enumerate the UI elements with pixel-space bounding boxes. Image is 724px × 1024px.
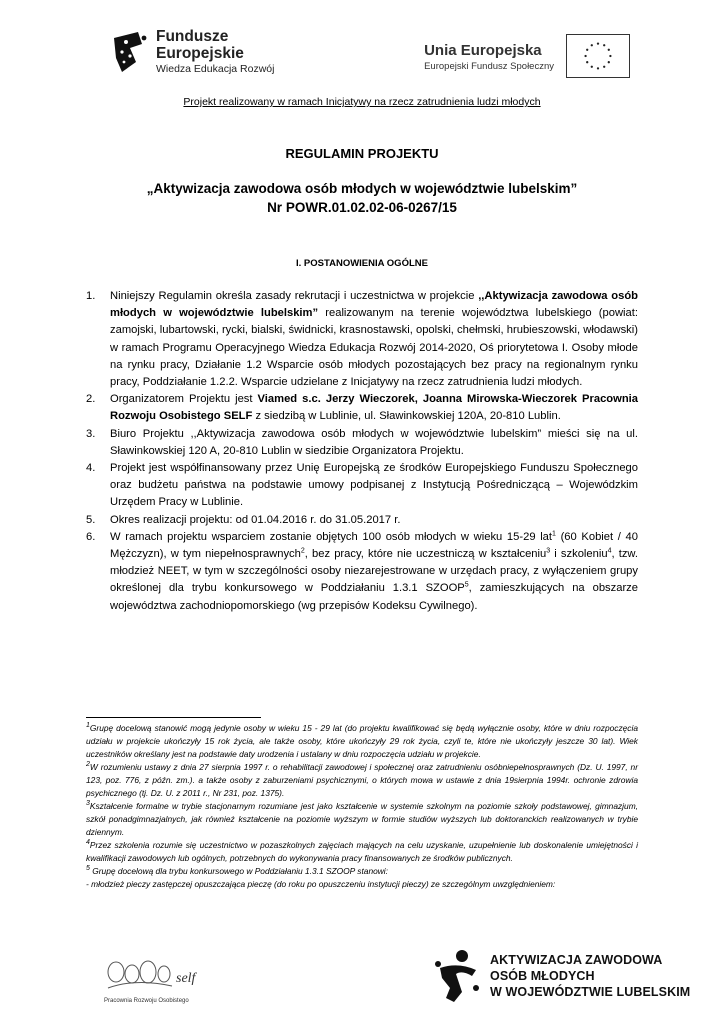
fe-line2: Europejskie	[156, 45, 244, 62]
item-text: i szkoleniu	[550, 548, 608, 561]
page-footer	[0, 946, 724, 1016]
fundusze-europejskie-logo-icon	[108, 28, 152, 78]
item-text: Okres realizacji projektu: od 01.04.2016 r. do 31.05.2017 r.	[110, 513, 401, 526]
list-item	[86, 426, 638, 460]
list-item	[86, 529, 638, 615]
item-text: W ramach projektu wsparciem zostanie objętych 100 osób młodych w wieku 15-29 lat	[110, 530, 553, 543]
azm-line2: OSÓB MŁODYCH	[490, 969, 595, 983]
footnote-ref[interactable]: 4	[607, 547, 612, 555]
item-text: Projekt jest współfinansowany przez Unię Europejską ze środków Europejskiego Funduszu Społecznego oraz budżetu państwa na podstawie umowy podpisanej z Instytucją Pośredniczącą – Wojewódzkim Urzędem Pracy w Lublinie.	[110, 462, 638, 509]
fundusze-europejskie-text	[156, 28, 274, 76]
azm-project-logo-text	[490, 952, 690, 1000]
azm-line1: AKTYWIZACJA ZAWODOWA	[490, 953, 663, 967]
footnote-text: Kształcenie formalne w trybie stacjonarnym rozumiane jest jako kształcenie w systemie szkolnym na poziomie szkoły podstawowej, gimnazjum, szkół ponadgimnazjalnych, jak również kształcenie na poziomie wyższym w formie studiów wyższych lub doktoranckich realizowanych w trybie dziennym.	[86, 801, 638, 837]
item-bold-text: ,,Aktywizacja zawodowa osób młodych w województwie lubelskim”	[110, 290, 638, 320]
item-text: z siedzibą w Lublinie, ul. Sławinkowskiej 120A, 20-810 Lublin.	[252, 410, 561, 423]
unia-europejska-text	[424, 42, 554, 74]
item-text: Biuro Projektu ,,Aktywizacja zawodowa osób młodych w województwie lubelskim” mieści się na ul. Sławinkowskiej 120 A, 20-810 Lublin w siedzibie Organizatora Projektu.	[110, 427, 638, 457]
svg-text:self: self	[176, 971, 196, 986]
fe-line3: Wiedza Edukacja Rozwój	[156, 63, 275, 75]
azm-line3: W WOJEWÓDZTWIE LUBELSKIM	[490, 985, 691, 999]
footnotes	[86, 722, 638, 891]
list-item	[86, 460, 638, 512]
footnote	[86, 722, 638, 761]
footnote	[86, 761, 638, 800]
item-number: 2.	[86, 393, 96, 406]
footnote-mark: 5	[86, 865, 90, 873]
footnote-text: Grupę docelową stanowić mogą jedynie osoby w wieku 15 - 29 lat (do projektu kwalifikować się będą wyłącznie osoby, które w dniu rozpoczęcia udziału w projekcie ukończyły 15 rok życia, ale także osoby, które ukończyły 29 rok życia, czyli te, które nie ukończyły jeszcze 30 lat). Wiek uczestników określany jest na podstawie daty urodzenia i ustalany w dniu rozpoczęcia udziału w projekcie.	[86, 723, 638, 759]
footnote-ref[interactable]: 3	[546, 547, 551, 555]
item-number: 3.	[86, 427, 96, 440]
footnote-mark: 1	[86, 722, 90, 730]
item-text: realizowanym na terenie województwa lubelskiego (powiat: zamojski, lubartowski, rycki, bialski, świdnicki, krasnostawski, opolski, chełmski, hrubieszowski, włodawski) w ramach Programu Operacyjnego Wiedza Edukacja Rozwój 2014-2020, Oś priorytetowa I. Osoby młode na rynku pracy, Działanie 1.2 Wsparcie osób młodych pozostających bez pracy na regionalnym rynku pracy, Poddziałanie 1.2.2. Wsparcie udzielane z Inicjatywy na rzecz zatrudnienia ludzi młodych.	[110, 307, 638, 389]
section-heading: I. POSTANOWIENIA OGÓLNE	[296, 258, 428, 269]
item-text: , zamieszkujących na obszarze województwa zachodniopomorskiego (wg przepisów Kodeksu Cywilnego).	[110, 582, 638, 612]
footnote	[86, 878, 638, 891]
footnote-divider	[86, 717, 261, 718]
project-name: „Aktywizacja zawodowa osób młodych w województwie lubelskim”	[146, 181, 578, 196]
azm-figure-logo-icon	[432, 948, 482, 1004]
ue-line1: Unia Europejska	[424, 42, 542, 59]
item-text: (60 Kobiet / 40 Mężczyzn), w tym niepełnosprawnych	[110, 530, 638, 561]
footnote-mark: 4	[86, 839, 90, 847]
document-title: REGULAMIN PROJEKTU	[285, 146, 439, 161]
project-title	[0, 179, 724, 217]
footnote-text: W rozumieniu ustawy z dnia 27 sierpnia 1997 r. o rehabilitacji zawodowej i społecznej oraz zatrudnieniu osóbniepełnosprawnych (Dz. U. 1997, nr 123, poz. 776, z późn. zm.). a także osoby z zaburzeniami psychicznymi, o których mowa w ustawie z dnia 19sierpnia 1994r. ochronie zdrowia psychicznego (tj. Dz. U. z 2011 r., Nr 231, poz. 1375).	[86, 762, 638, 798]
list-item	[86, 288, 638, 391]
item-number: 6.	[86, 530, 96, 543]
footnote-text: - młodzież pieczy zastępczej opuszczająca pieczę (do roku po opuszczeniu instytucji pieczy) ze szczególnym uwzględnieniem:	[86, 879, 556, 889]
footnote	[86, 839, 638, 865]
footnote-mark: 2	[86, 761, 90, 769]
eu-flag-icon	[566, 34, 630, 78]
item-number: 4.	[86, 462, 96, 475]
list-item	[86, 391, 638, 425]
item-text: , tzw. młodzież NEET, w tym w szczególności osoby niezarejestrowane w urzędach pracy, z wyłączeniem grupy określonej dla trybu konkursowego w Poddziałaniu 1.3.1 SZOOP	[110, 548, 638, 595]
item-number: 5.	[86, 513, 96, 526]
page-header	[0, 20, 724, 90]
footnote-ref[interactable]: 5	[464, 581, 469, 589]
project-number: Nr POWR.01.02.02-06-0267/15	[267, 200, 457, 215]
item-text: Niniejszy Regulamin określa zasady rekrutacji i uczestnictwa w projekcie	[110, 290, 479, 302]
self-caption: Pracownia Rozwoju Osobistego	[104, 998, 189, 1004]
self-logo-icon	[96, 954, 206, 998]
item-number: 1.	[86, 290, 96, 302]
regulations-list	[86, 288, 638, 615]
footnote-text: Przez szkolenia rozumie się uczestnictwo w pozaszkolnych zajęciach mających na celu uzyskanie, uzupełnienie lub doskonalenie umiejętności i kwalifikacji zawodowych lub ogólnych, potrzebnych do wykonywania pracy finansowanych ze środków publicznych.	[86, 840, 638, 863]
footnote-mark: 3	[86, 800, 90, 808]
fe-line1: Fundusze	[156, 28, 229, 45]
item-text: Organizatorem Projektu jest	[110, 393, 258, 406]
footnote-ref[interactable]: 2	[300, 547, 305, 555]
ue-line2: Europejski Fundusz Społeczny	[424, 61, 554, 72]
item-text: , bez pracy, które nie uczestniczą w kształceniu	[304, 548, 547, 561]
footnote	[86, 865, 638, 878]
footnote-ref[interactable]: 1	[552, 530, 556, 538]
footnote-text: Grupę docelową dla trybu konkursowego w Poddziałaniu 1.3.1 SZOOP stanowi:	[89, 866, 388, 876]
list-item	[86, 512, 638, 529]
footnote	[86, 800, 638, 839]
project-subtitle: Projekt realizowany w ramach Inicjatywy na rzecz zatrudnienia ludzi młodych	[183, 96, 541, 108]
item-bold-text: Viamed s.c. Jerzy Wieczorek, Joanna Mirowska-Wieczorek Pracownia Rozwoju Osobistego SELF	[110, 393, 638, 423]
